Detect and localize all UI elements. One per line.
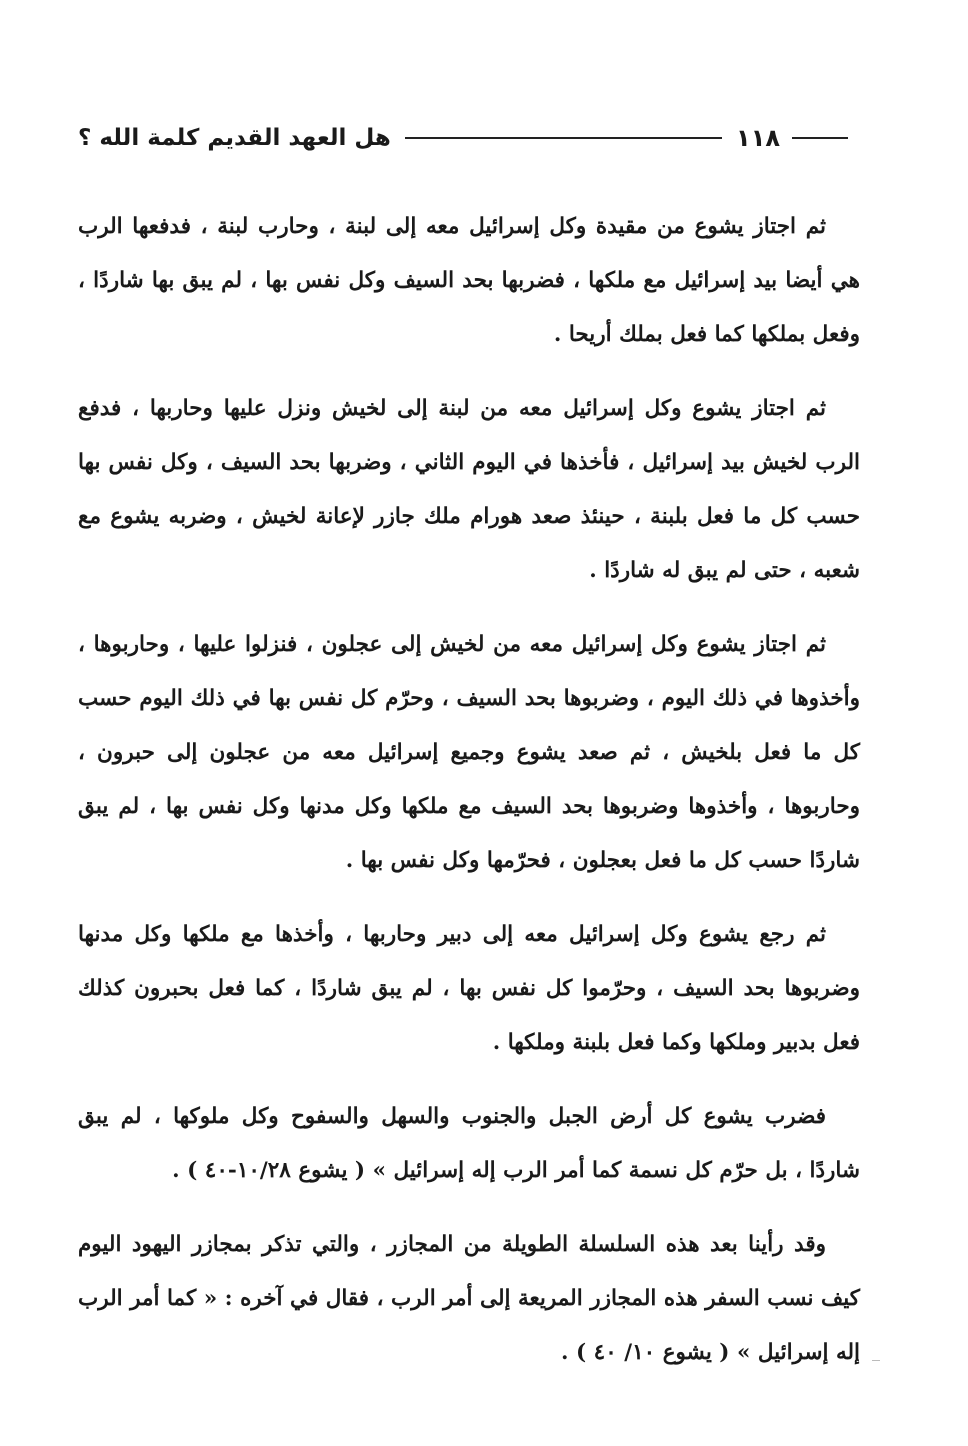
paragraph-3: ثم اجتاز يشوع وكل إسرائيل معه من لخيش إلى عجلون ، فنزلوا عليها ، وحاربوها ، وأخذوها في ذلك اليوم ، وضربوها بحد السيف ، وحرّم كل نفس بها في ذلك اليوم حسب كل ما فعل بلخيش ، ثم صعد يشوع وجميع إسرائيل معه من عجلون إلى حبرون ، وحاربوها ، وأخذوها وضربوها بحد السيف مع ملكها وكل مدنها وكل نفس بها ، لم يبق شاردًا حسب كل ما فعل بعجلون ، فحرّمها وكل نفس بها . — [78, 632, 860, 873]
paragraph-2: ثم اجتاز يشوع وكل إسرائيل معه من لبنة إلى لخيش ونزل عليها وحاربها ، فدفع الرب لخيش بيد إسرائيل ، فأخذها في اليوم الثاني ، وضربها بحد السيف ، وكل نفس بها حسب كل ما فعل بلبنة ، حينئذ صعد هورام ملك جازر لإعانة لخيش ، وضربه يشوع مع شعبه ، حتى لم يبق له شاردًا . — [78, 396, 860, 583]
paragraph-5: فضرب يشوع كل أرض الجبل والجنوب والسهل والسفوح وكل ملوكها ، لم يبق شاردًا ، بل حرّم كل نسمة كما أمر الرب إله إسرائيل » ( يشوع ١٠/٢٨-٤٠ ) . — [78, 1104, 860, 1183]
running-title: هل العهد القديم كلمة الله ؟ — [78, 125, 391, 151]
page-number: ١١٨ — [736, 124, 780, 152]
header-rule-short — [792, 137, 848, 139]
paragraph-6: وقد رأينا بعد هذه السلسلة الطويلة من المجازر ، والتي تذكر بمجازر اليهود اليوم كيف نسب السفر هذه المجازر المريعة إلى أمر الرب ، فقال في آخره : « كما أمر الرب إله إسرائيل » ( يشوع ١٠/ ٤٠ ) . — [78, 1232, 860, 1365]
page-header — [78, 118, 848, 158]
paragraph-4: ثم رجع يشوع وكل إسرائيل معه إلى دبير وحاربها ، وأخذها مع ملكها وكل مدنها وضربوها بحد السيف ، وحرّموا كل نفس بها ، لم يبق شاردًا ، كما فعل بحبرون كذلك فعل بدبير وملكها وكما فعل بلبنة وملكها . — [78, 922, 860, 1055]
scan-mark — [872, 1360, 880, 1361]
paragraph-1: ثم اجتاز يشوع من مقيدة وكل إسرائيل معه إلى لبنة ، وحارب لبنة ، فدفعها الرب هي أيضا بيد إسرائيل مع ملكها ، فضربها بحد السيف وكل نفس بها ، لم يبق بها شاردًا ، وفعل بملكها كما فعل بملك أريحا . — [78, 214, 860, 347]
body-text — [78, 200, 860, 1400]
header-rule-long — [405, 137, 722, 139]
